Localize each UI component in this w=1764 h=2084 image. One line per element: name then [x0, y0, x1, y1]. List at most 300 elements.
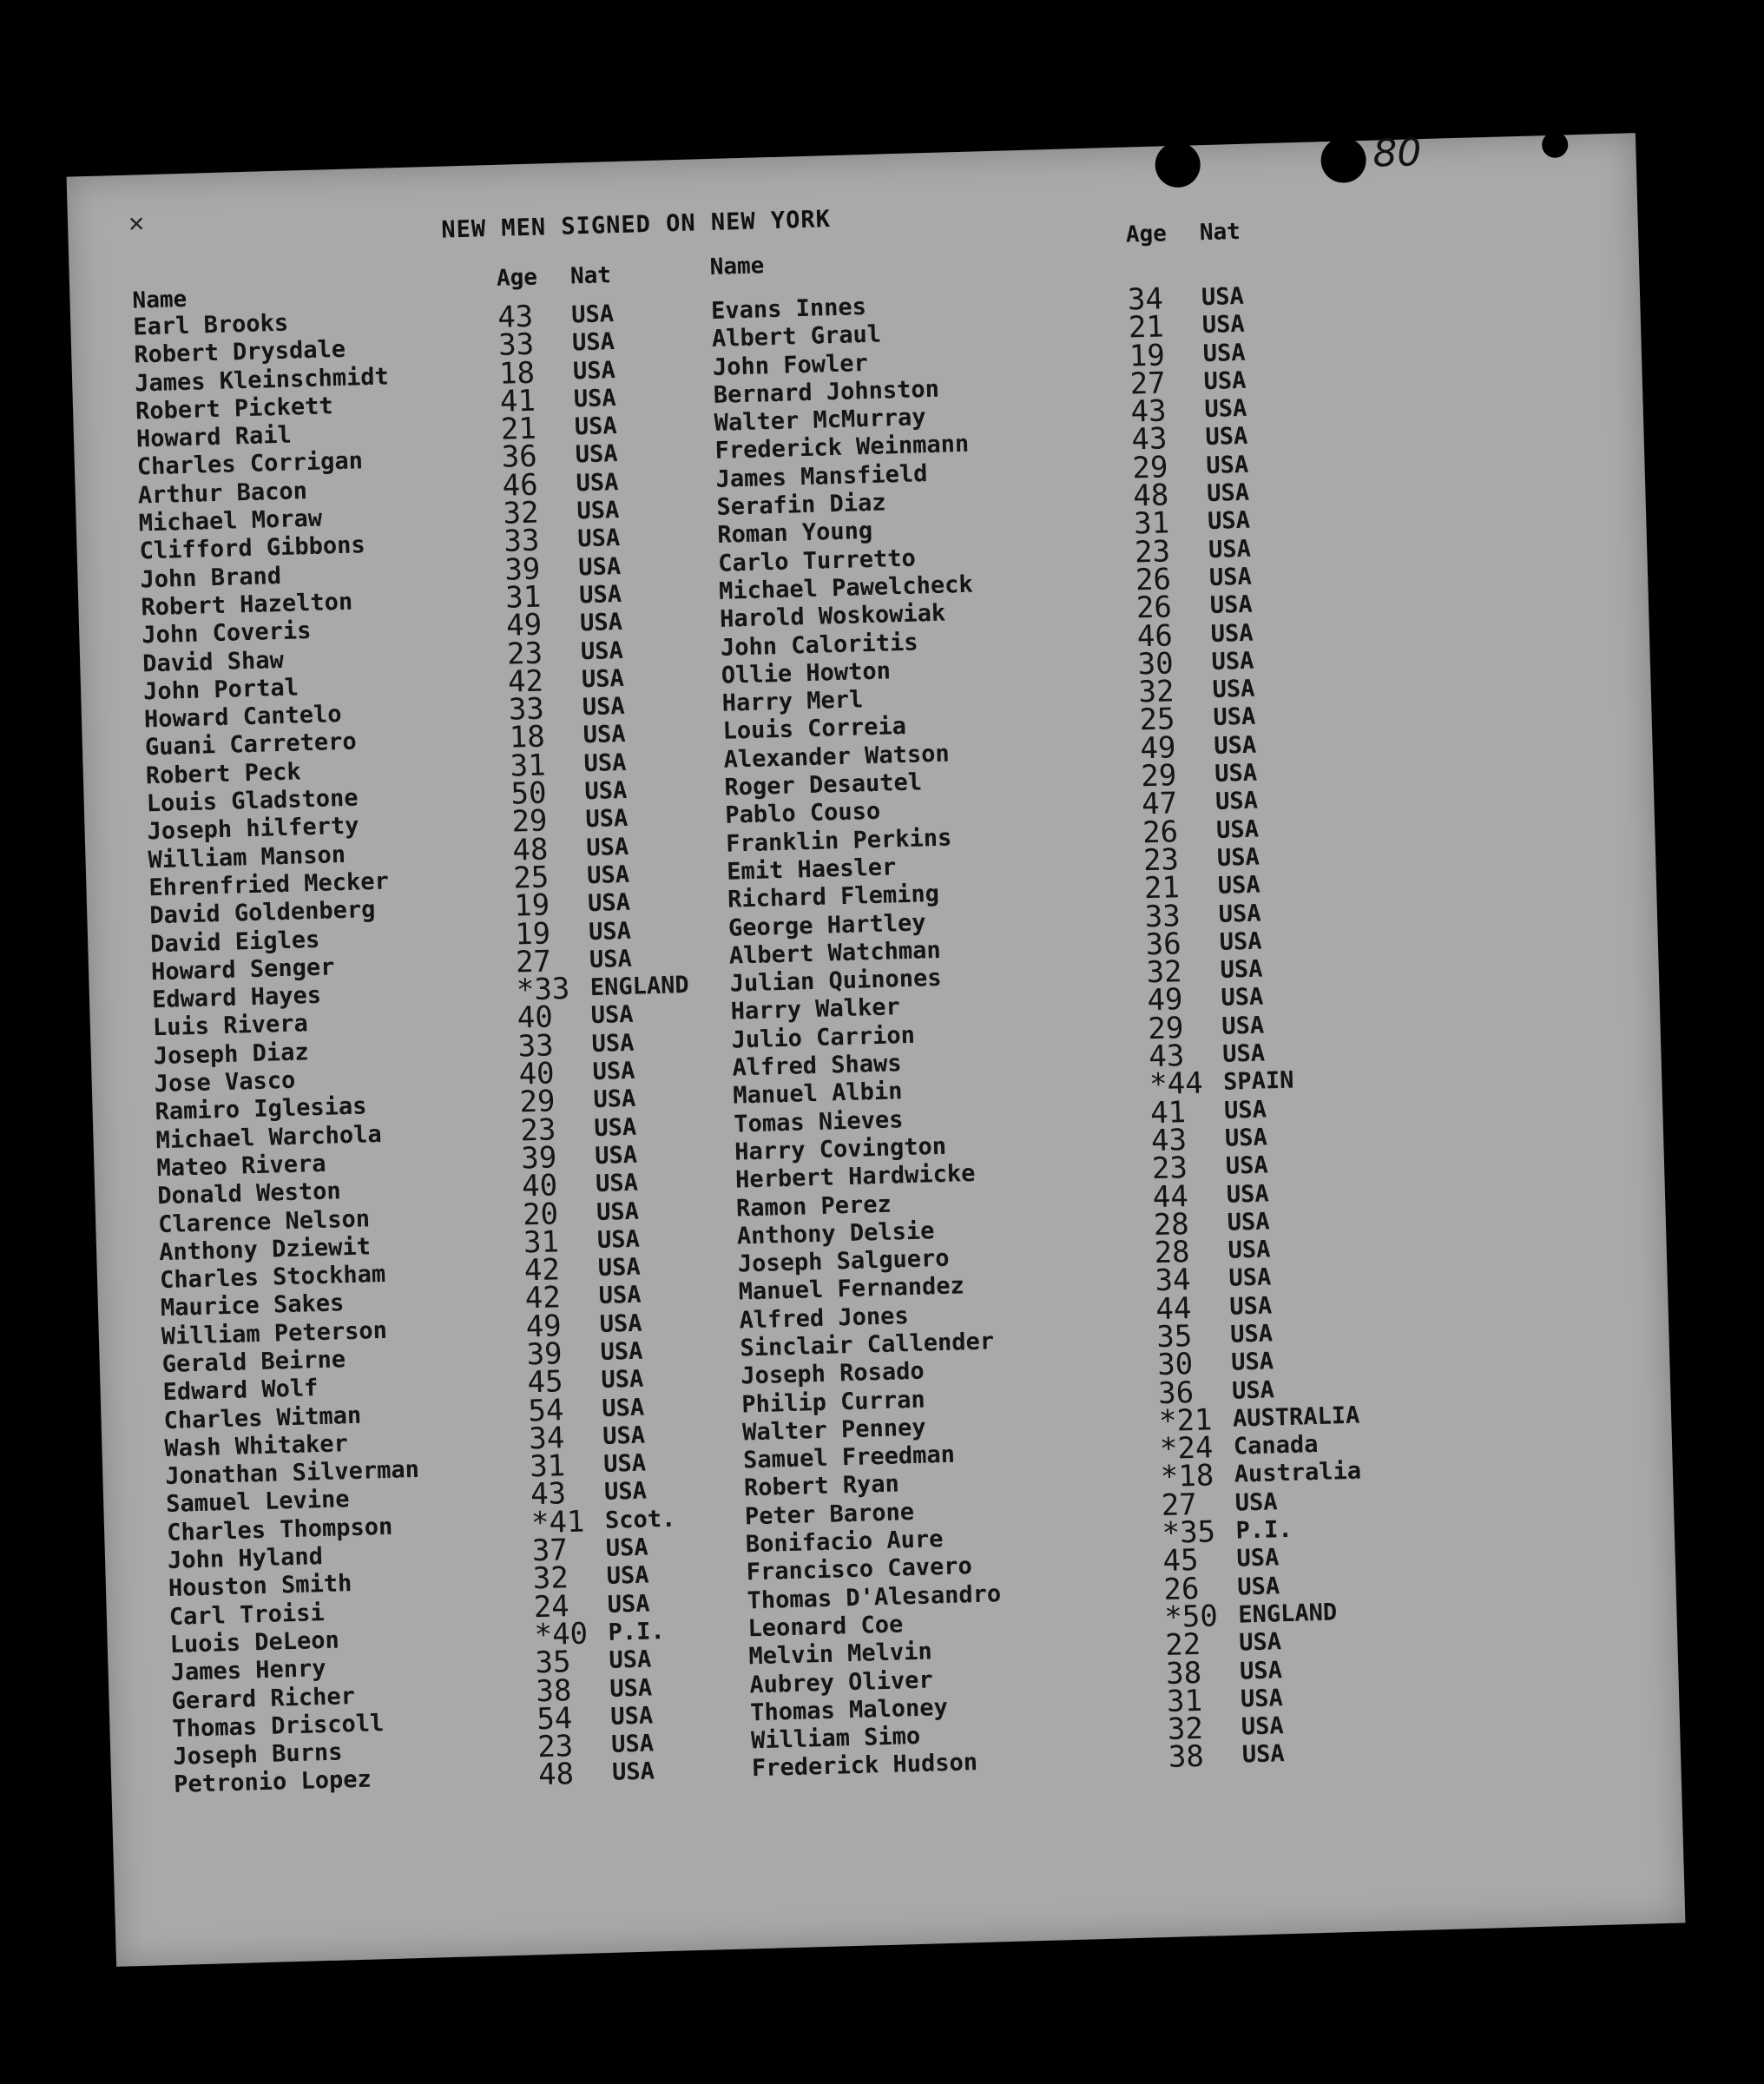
crew-age: 39: [504, 551, 541, 588]
document-sheet: [67, 130, 1686, 1967]
crew-age: 22: [1164, 1627, 1201, 1664]
crew-name: Howard Rail: [135, 421, 293, 453]
crew-age: 42: [524, 1280, 562, 1316]
crew-nat: USA: [602, 1421, 646, 1450]
crew-nat: USA: [609, 1645, 652, 1675]
crew-age: *40: [534, 1616, 589, 1653]
crew-nat: USA: [583, 721, 626, 749]
crew-age: 21: [500, 411, 537, 447]
crew-age: 37: [531, 1533, 569, 1569]
crew-name: Bernard Johnston: [713, 375, 940, 409]
crew-name: James Mansfield: [715, 459, 928, 493]
crew-nat: USA: [609, 1702, 654, 1731]
crew-name: Robert Peck: [145, 758, 302, 790]
crew-age: 29: [510, 803, 549, 840]
crew-nat: P.I.: [608, 1618, 666, 1646]
crew-nat: USA: [601, 1394, 645, 1422]
crew-age: 49: [1139, 729, 1176, 767]
crew-nat: USA: [1210, 619, 1254, 648]
crew-name: Aubrey Oliver: [748, 1666, 934, 1698]
crew-name: Alexander Watson: [723, 740, 951, 774]
crew-age: 23: [506, 636, 543, 672]
crew-age: 46: [1136, 617, 1174, 654]
crew-age: 48: [537, 1757, 575, 1793]
crew-nat: USA: [1208, 563, 1253, 592]
crew-nat: USA: [1207, 507, 1251, 536]
punch-hole: [1320, 137, 1366, 183]
crew-nat: USA: [576, 468, 619, 498]
crew-age: 31: [504, 579, 542, 616]
crew-name: Walter Penney: [741, 1414, 926, 1447]
crew-age: 25: [1138, 702, 1176, 738]
crew-name: David Shaw: [142, 646, 285, 677]
crew-age: 48: [1132, 478, 1169, 514]
crew-age: 42: [523, 1252, 561, 1289]
crew-name: Peter Barone: [744, 1498, 915, 1531]
right-column: [709, 218, 1603, 1784]
crew-nat: USA: [594, 1141, 638, 1170]
crew-name: Carl Troisi: [168, 1599, 326, 1631]
crew-nat: USA: [1224, 1124, 1268, 1152]
crew-name: Clarence Nelson: [157, 1204, 371, 1238]
crew-age: 49: [1146, 982, 1184, 1019]
crew-name: William Simo: [750, 1723, 921, 1755]
crew-nat: USA: [591, 1029, 635, 1058]
crew-age: 48: [511, 832, 549, 868]
crew-nat: USA: [582, 693, 626, 722]
crew-age: 35: [535, 1645, 572, 1681]
crew-nat: USA: [588, 917, 632, 946]
crew-age: 34: [528, 1421, 565, 1457]
crew-name: John Caloritis: [720, 629, 918, 662]
crew-age: *21: [1158, 1402, 1214, 1439]
crew-name: James Henry: [170, 1655, 326, 1687]
crew-age: 26: [1142, 814, 1179, 850]
crew-age: 36: [501, 439, 538, 476]
crew-name: Louis Correia: [722, 713, 907, 746]
crew-name: Petronio Lopez: [173, 1765, 372, 1799]
crew-age: 31: [1166, 1683, 1203, 1719]
crew-age: 47: [1141, 786, 1178, 822]
crew-nat: USA: [593, 1113, 637, 1142]
crew-nat: USA: [578, 580, 622, 610]
crew-nat: USA: [1201, 282, 1245, 312]
crew-nat: USA: [579, 609, 623, 637]
crew-name: John Portal: [142, 674, 299, 706]
crew-name: Ehrenfried Mecker: [148, 867, 390, 902]
header-age: Age: [496, 264, 538, 292]
crew-age: 44: [1152, 1178, 1189, 1215]
crew-nat: USA: [585, 805, 629, 834]
crew-name: Robert Drysdale: [133, 336, 346, 369]
crew-age: 30: [1156, 1347, 1194, 1383]
crew-nat: USA: [1236, 1544, 1280, 1573]
crew-nat: USA: [600, 1337, 643, 1366]
crew-age: 27: [1161, 1487, 1198, 1523]
crew-age: 23: [536, 1729, 574, 1765]
crew-nat: USA: [1204, 394, 1247, 424]
crew-name: Charles Witman: [163, 1401, 362, 1434]
crew-nat: USA: [577, 552, 622, 582]
crew-name: Jonathan Silverman: [164, 1456, 420, 1491]
crew-nat: USA: [1228, 1292, 1273, 1321]
crew-nat: USA: [1213, 703, 1256, 732]
crew-name: Robert Ryan: [743, 1470, 900, 1502]
crew-nat: USA: [1209, 590, 1254, 620]
crew-name: James Kleinschmidt: [134, 362, 390, 398]
document-title: NEW MEN SIGNED ON NEW YORK: [441, 206, 832, 244]
crew-nat: USA: [1220, 955, 1263, 985]
crew-age: 23: [1134, 533, 1171, 570]
crew-age: 43: [530, 1476, 567, 1513]
crew-nat: USA: [1205, 451, 1249, 479]
crew-age: 49: [525, 1308, 563, 1345]
crew-nat: USA: [1203, 366, 1247, 396]
crew-nat: USA: [1237, 1572, 1280, 1601]
crew-age: 31: [510, 748, 547, 784]
crew-name: Joseph Burns: [172, 1738, 343, 1771]
crew-nat: USA: [606, 1561, 650, 1591]
crew-age: 38: [1165, 1655, 1202, 1692]
crew-nat: USA: [598, 1282, 642, 1310]
crew-name: Alfred Shaws: [732, 1050, 902, 1082]
punch-hole: [1155, 142, 1201, 188]
crew-nat: USA: [1230, 1348, 1274, 1376]
crew-nat: USA: [573, 384, 617, 413]
crew-name: Guani Carretero: [144, 729, 358, 762]
crew-age: 45: [1162, 1543, 1200, 1579]
crew-nat: USA: [1201, 311, 1246, 340]
crew-nat: USA: [1229, 1320, 1274, 1349]
crew-name: David Goldenberg: [148, 896, 376, 930]
header-nat: Nat: [569, 262, 612, 290]
crew-age: 26: [1135, 562, 1172, 598]
crew-age: *41: [530, 1504, 586, 1541]
crew-age: 30: [1137, 646, 1175, 683]
crew-nat: USA: [602, 1449, 647, 1479]
crew-name: Philip Curran: [740, 1386, 926, 1419]
crew-age: 29: [518, 1084, 556, 1120]
crew-name: Donald Weston: [156, 1177, 342, 1210]
crew-name: Evans Innes: [710, 293, 867, 325]
crew-name: Roman Young: [716, 518, 873, 550]
crew-nat: USA: [577, 524, 621, 553]
crew-age: 35: [1155, 1318, 1193, 1355]
crew-name: Harold Woskowiak: [719, 599, 946, 634]
crew-age: 19: [513, 887, 550, 924]
crew-age: 23: [519, 1111, 556, 1149]
crew-name: Joseph Salguero: [737, 1244, 951, 1278]
crew-name: Francisco Cavero: [746, 1553, 973, 1586]
crew-name: Samuel Levine: [165, 1486, 350, 1519]
crew-name: Ollie Howton: [721, 657, 892, 689]
crew-nat: USA: [1202, 339, 1246, 367]
crew-nat: USA: [609, 1674, 653, 1703]
crew-name: Houston Smith: [168, 1570, 352, 1603]
crew-nat: USA: [572, 356, 616, 386]
crew-name: Robert Pickett: [135, 392, 334, 425]
crew-nat: USA: [603, 1478, 648, 1507]
crew-name: Joseph Rosado: [740, 1357, 925, 1390]
crew-age: 41: [1149, 1094, 1187, 1131]
crew-name: Manuel Albin: [732, 1078, 903, 1110]
crew-age: 19: [514, 915, 551, 953]
crew-age: *44: [1149, 1065, 1204, 1103]
crew-name: Sinclair Callender: [740, 1328, 995, 1362]
crew-age: 33: [517, 1028, 555, 1065]
crew-age: 45: [526, 1364, 564, 1401]
crew-name: Michael Moraw: [138, 505, 323, 537]
crew-name: Edward Hayes: [151, 981, 322, 1014]
crew-age: 33: [503, 523, 540, 560]
crew-name: Manuel Fernandez: [738, 1272, 965, 1306]
crew-name: Earl Brooks: [133, 309, 289, 341]
crew-age: 49: [505, 607, 543, 643]
crew-nat: USA: [1221, 1012, 1265, 1040]
crew-nat: USA: [1205, 423, 1248, 452]
crew-age: 27: [1129, 366, 1167, 402]
crew-nat: AUSTRALIA: [1232, 1401, 1360, 1433]
crew-nat: ENGLAND: [1237, 1599, 1338, 1629]
crew-nat: USA: [599, 1309, 642, 1338]
ink-mark: ✕: [128, 208, 145, 239]
header-name: Name: [709, 253, 765, 280]
crew-age: 33: [1144, 898, 1181, 934]
crew-name: William Manson: [148, 841, 346, 874]
crew-age: 29: [1140, 758, 1177, 795]
crew-age: 24: [533, 1588, 570, 1625]
crew-name: Thomas Maloney: [749, 1693, 949, 1727]
crew-name: Anthony Dziewit: [158, 1233, 372, 1266]
crew-name: William Peterson: [161, 1316, 388, 1350]
crew-age: *35: [1162, 1514, 1216, 1552]
crew-name: Roger Desautel: [724, 768, 923, 801]
crew-age: 28: [1153, 1206, 1190, 1243]
crew-age: 42: [507, 663, 544, 700]
crew-nat: USA: [576, 497, 620, 525]
crew-name: Ramon Perez: [735, 1190, 892, 1223]
left-roster: [133, 296, 800, 1799]
crew-nat: USA: [1214, 787, 1259, 816]
crew-nat: USA: [1223, 1096, 1267, 1124]
crew-name: Luis Rivera: [152, 1010, 309, 1042]
crew-name: Charles Stockham: [159, 1260, 386, 1295]
crew-age: 43: [1130, 421, 1168, 458]
crew-age: 43: [1130, 393, 1168, 430]
crew-nat: USA: [1231, 1375, 1275, 1405]
crew-age: 21: [1143, 870, 1181, 907]
crew-nat: USA: [1227, 1208, 1270, 1237]
crew-age: *33: [516, 971, 570, 1008]
crew-name: Thomas D'Alesandro: [747, 1579, 1002, 1615]
crew-age: 38: [1168, 1739, 1205, 1776]
crew-nat: USA: [1212, 675, 1255, 704]
crew-nat: USA: [590, 1001, 634, 1030]
crew-nat: Scot.: [604, 1505, 676, 1534]
crew-name: Ramiro Iglesias: [155, 1092, 367, 1126]
crew-nat: USA: [574, 412, 618, 441]
crew-age: 31: [523, 1224, 560, 1261]
crew-age: 28: [1154, 1235, 1191, 1271]
crew-nat: USA: [587, 889, 631, 918]
crew-age: 21: [1128, 309, 1165, 346]
crew-nat: USA: [586, 861, 630, 890]
crew-name: Gerard Richer: [171, 1682, 356, 1715]
crew-nat: USA: [1217, 871, 1261, 900]
crew-name: Herbert Hardwicke: [734, 1160, 976, 1194]
crew-name: Howard Cantelo: [143, 701, 342, 734]
crew-age: 46: [502, 467, 539, 504]
crew-age: 50: [510, 775, 548, 812]
crew-nat: USA: [1218, 900, 1261, 928]
crew-nat: USA: [585, 833, 629, 861]
crew-age: 43: [1150, 1122, 1188, 1159]
crew-name: Jose Vasco: [154, 1066, 296, 1098]
crew-name: Howard Senger: [150, 953, 335, 986]
crew-age: 34: [1127, 281, 1164, 318]
crew-nat: USA: [1239, 1656, 1283, 1685]
crew-name: Thomas Driscoll: [172, 1709, 385, 1743]
crew-name: Tomas Nieves: [733, 1105, 904, 1138]
crew-age: 18: [509, 719, 546, 756]
crew-age: *50: [1163, 1599, 1219, 1635]
crew-nat: USA: [596, 1225, 641, 1254]
crew-nat: USA: [1214, 759, 1258, 788]
crew-name: Albert Watchman: [728, 936, 942, 970]
crew-name: Harry Walker: [730, 993, 901, 1026]
crew-name: Robert Hazelton: [141, 588, 353, 622]
crew-nat: USA: [1215, 815, 1260, 844]
crew-nat: Australia: [1234, 1458, 1362, 1489]
crew-age: 43: [1148, 1039, 1185, 1075]
crew-nat: USA: [1228, 1263, 1272, 1293]
crew-name: Harry Covington: [734, 1132, 947, 1166]
crew-nat: USA: [571, 328, 615, 357]
crew-name: Louis Gladstone: [146, 784, 359, 818]
crew-age: 32: [1167, 1711, 1204, 1748]
crew-name: John Brand: [140, 562, 282, 594]
crew-name: Samuel Freedman: [742, 1441, 956, 1474]
crew-nat: USA: [570, 300, 615, 329]
crew-age: 54: [527, 1392, 564, 1428]
crew-name: Bonifacio Aure: [745, 1526, 944, 1559]
right-roster: [711, 274, 1603, 1784]
crew-age: 32: [1138, 674, 1175, 710]
crew-age: 39: [526, 1336, 563, 1373]
crew-name: John Hyland: [167, 1543, 324, 1575]
crew-age: 36: [1157, 1375, 1195, 1411]
crew-nat: USA: [1225, 1151, 1269, 1180]
crew-name: Michael Pawelcheck: [718, 570, 974, 605]
crew-name: Serafin Diaz: [716, 489, 886, 521]
crew-name: Albert Graul: [711, 320, 882, 353]
crew-nat: USA: [1206, 478, 1250, 508]
crew-name: Gerald Beirne: [161, 1346, 346, 1379]
header-age: Age: [1125, 221, 1168, 248]
crew-name: Wash Whitaker: [164, 1430, 349, 1462]
crew-name: Harry Merl: [721, 686, 864, 717]
crew-age: 32: [1146, 954, 1183, 991]
crew-nat: USA: [589, 945, 633, 973]
crew-nat: USA: [1216, 843, 1260, 872]
crew-nat: USA: [596, 1197, 640, 1226]
header-name: Name: [132, 286, 188, 314]
crew-age: 26: [1135, 590, 1173, 626]
crew-name: Clifford Gibbons: [139, 531, 366, 565]
page-number: 80: [1372, 130, 1423, 176]
crew-name: Anthony Delsie: [736, 1217, 935, 1250]
crew-name: Mateo Rivera: [156, 1150, 326, 1183]
crew-name: Michael Warchola: [155, 1120, 383, 1154]
crew-nat: USA: [1208, 535, 1252, 564]
crew-nat: Canada: [1233, 1431, 1319, 1461]
crew-name: Leonard Coe: [747, 1611, 904, 1643]
crew-age: 18: [498, 355, 536, 392]
crew-nat: USA: [580, 636, 624, 665]
crew-name: Pablo Couso: [724, 798, 881, 830]
crew-age: 38: [535, 1672, 572, 1709]
crew-age: 29: [1147, 1010, 1184, 1046]
crew-age: 34: [1155, 1263, 1192, 1299]
crew-nat: USA: [1221, 983, 1264, 1012]
crew-nat: USA: [607, 1590, 650, 1619]
crew-age: 31: [1133, 505, 1170, 542]
crew-age: 54: [536, 1700, 573, 1738]
crew-nat: USA: [1228, 1236, 1271, 1264]
crew-nat: USA: [575, 440, 618, 469]
crew-nat: USA: [581, 664, 625, 694]
crew-nat: ENGLAND: [589, 972, 690, 1002]
crew-name: Charles Corrigan: [136, 447, 364, 481]
crew-nat: SPAIN: [1222, 1066, 1294, 1097]
crew-age: 43: [497, 299, 534, 335]
crew-age: 44: [1155, 1290, 1192, 1327]
crew-nat: USA: [1241, 1740, 1286, 1769]
crew-age: 40: [517, 999, 554, 1036]
punch-hole: [1542, 131, 1569, 158]
crew-name: Walter McMurray: [714, 404, 926, 438]
crew-name: Richard Fleming: [727, 880, 940, 913]
crew-name: Edward Wolf: [162, 1375, 319, 1407]
crew-nat: USA: [610, 1730, 655, 1758]
crew-age: 36: [1145, 926, 1182, 963]
crew-name: John Fowler: [712, 349, 869, 381]
crew-age: *18: [1160, 1458, 1214, 1495]
crew-name: Melvin Melvin: [748, 1638, 933, 1671]
crew-nat: USA: [595, 1169, 639, 1198]
crew-name: John Coveris: [141, 617, 312, 650]
crew-age: 40: [518, 1056, 556, 1092]
header-nat: Nat: [1199, 218, 1241, 247]
crew-nat: USA: [611, 1758, 655, 1787]
left-column: [131, 244, 799, 1799]
crew-nat: USA: [1240, 1685, 1284, 1713]
crew-nat: USA: [592, 1057, 635, 1086]
crew-name: Franklin Perkins: [725, 824, 952, 858]
crew-nat: USA: [583, 749, 627, 778]
crew-age: *24: [1159, 1430, 1214, 1467]
crew-age: 25: [512, 860, 550, 896]
crew-age: 39: [520, 1140, 557, 1177]
crew-nat: USA: [1219, 927, 1262, 956]
crew-name: Frederick Weinmann: [714, 431, 970, 465]
crew-nat: USA: [1211, 647, 1254, 676]
crew-name: Frederick Hudson: [751, 1749, 978, 1783]
crew-name: Luois DeLeon: [169, 1626, 340, 1659]
crew-name: Carlo Turretto: [717, 544, 917, 577]
crew-name: Joseph hilferty: [147, 812, 359, 846]
crew-age: 27: [515, 944, 552, 980]
